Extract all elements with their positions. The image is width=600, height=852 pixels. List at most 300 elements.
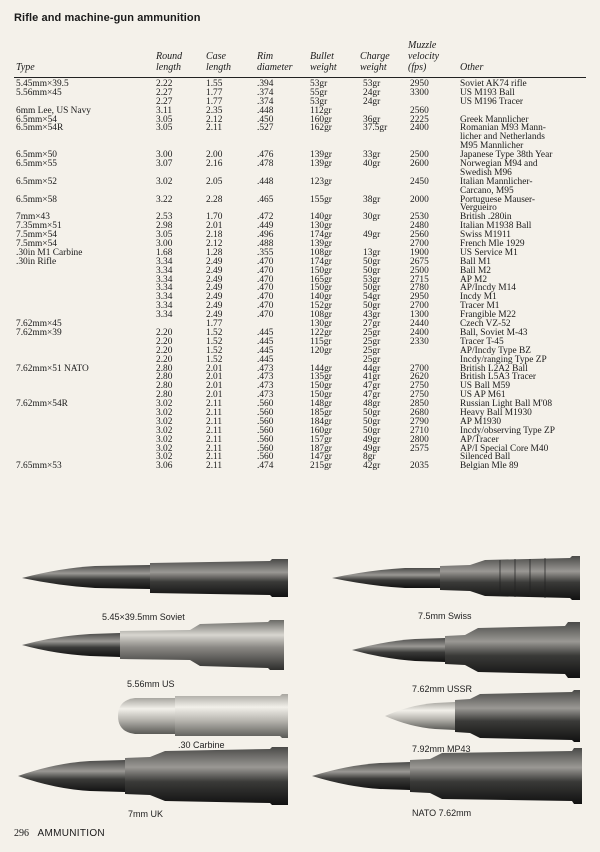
cell-case-length: 1.77: [206, 319, 223, 330]
cell-round-length: 3.34: [156, 256, 173, 267]
cell-rim-diameter: .470: [257, 283, 274, 294]
cell-round-length: 3.22: [156, 194, 173, 205]
cell-bullet-weight: 139gr: [310, 150, 332, 161]
cell-muzzle-velocity: 2035: [410, 461, 429, 472]
header-bullet-weight: Bullet weight: [310, 51, 337, 73]
cell-other: Norwegian M94 and: [460, 159, 538, 170]
cell-other: Russian Light Ball M'08: [460, 399, 553, 410]
cell-other: Portuguese Mauser-: [460, 194, 536, 205]
cell-other: Swedish M96: [460, 167, 512, 178]
cell-rim-diameter: .465: [257, 194, 274, 205]
table-row: [0, 284, 600, 293]
cartridge-792-mp43: [385, 690, 580, 742]
cell-rim-diameter: .374: [257, 87, 274, 98]
cell-muzzle-velocity: 2440: [410, 319, 429, 330]
cell-round-length: 3.05: [156, 123, 173, 134]
table-row: [0, 249, 600, 258]
table-row: [0, 329, 600, 338]
cell-case-length: 2.35: [206, 105, 223, 116]
page-footer: [14, 828, 105, 839]
cell-charge-weight: 8gr: [363, 452, 376, 463]
cell-type: 5.56mm×45: [16, 87, 62, 98]
cartridge-75-swiss: [332, 556, 580, 600]
caption-nato-762: NATO 7.62mm: [412, 808, 472, 818]
table-row: [0, 258, 600, 267]
cell-case-length: 2.49: [206, 256, 223, 267]
cell-round-length: 3.34: [156, 283, 173, 294]
cell-charge-weight: 44gr: [363, 363, 381, 374]
cell-other: licher and Netherlands: [460, 132, 545, 143]
cell-bullet-weight: 135gr: [310, 372, 332, 383]
table-row: [0, 427, 600, 436]
cell-rim-diameter: .560: [257, 416, 274, 427]
caption-556-us: 5.56mm US: [127, 679, 175, 689]
cell-other: Incdy M1: [460, 292, 497, 303]
cell-other: AP/I Special Core M40: [460, 443, 549, 454]
cartridge-762-ussr: [352, 622, 580, 678]
cell-type: 6mm Lee, US Navy: [16, 105, 91, 116]
cell-charge-weight: 24gr: [363, 96, 381, 107]
cell-round-length: 3.02: [156, 443, 173, 454]
cell-round-length: 2.20: [156, 327, 173, 338]
header-round-length: Round length: [156, 51, 183, 73]
cell-charge-weight: 50gr: [363, 256, 381, 267]
cell-rim-diameter: .560: [257, 434, 274, 445]
cell-bullet-weight: 144gr: [310, 363, 332, 374]
cell-bullet-weight: 157gr: [310, 434, 332, 445]
cell-round-length: 3.34: [156, 301, 173, 312]
cell-rim-diameter: .448: [257, 176, 274, 187]
cell-muzzle-velocity: 2225: [410, 114, 429, 125]
cell-other: Tracer M1: [460, 301, 500, 312]
cell-rim-diameter: .445: [257, 327, 274, 338]
cell-case-length: 1.52: [206, 345, 223, 356]
cell-charge-weight: 50gr: [363, 301, 381, 312]
caption-545-soviet: 5.45×39.5mm Soviet: [102, 612, 185, 622]
cell-round-length: 3.02: [156, 176, 173, 187]
caption-762-ussr: 7.62mm USSR: [412, 684, 473, 694]
cell-type: 6.5mm×50: [16, 150, 57, 161]
cell-case-length: 2.11: [206, 399, 223, 410]
cell-muzzle-velocity: 2700: [410, 239, 429, 250]
caption-75-swiss: 7.5mm Swiss: [418, 611, 472, 621]
cell-other: Italian M1938 Ball: [460, 221, 532, 232]
cell-other: AP/Incdy Type BZ: [460, 345, 532, 356]
cell-other: Incdy/ranging Type ZP: [460, 354, 547, 365]
header-other: Other: [460, 62, 484, 73]
cell-round-length: 3.02: [156, 416, 173, 427]
cell-bullet-weight: 160gr: [310, 114, 332, 125]
cell-charge-weight: 50gr: [363, 265, 381, 276]
cell-bullet-weight: 120gr: [310, 345, 332, 356]
cell-case-length: 1.55: [206, 79, 223, 89]
cell-rim-diameter: .394: [257, 79, 274, 89]
cell-charge-weight: 30gr: [363, 212, 381, 223]
cell-type: 7.65mm×53: [16, 461, 62, 472]
cell-case-length: 2.00: [206, 150, 223, 161]
cell-charge-weight: 50gr: [363, 407, 381, 418]
cell-case-length: 1.77: [206, 96, 223, 107]
cell-charge-weight: 53gr: [363, 274, 381, 285]
cell-case-length: 2.49: [206, 292, 223, 303]
cell-bullet-weight: 55gr: [310, 87, 328, 98]
cell-charge-weight: 25gr: [363, 336, 381, 347]
cell-other: US AP M61: [460, 390, 506, 401]
table-row: [0, 462, 600, 471]
table-row: [0, 382, 600, 391]
cell-muzzle-velocity: 2560: [410, 105, 429, 116]
cell-bullet-weight: 150gr: [310, 283, 332, 294]
cell-bullet-weight: 130gr: [310, 221, 332, 232]
cell-case-length: 2.16: [206, 159, 223, 170]
cell-charge-weight: 50gr: [363, 283, 381, 294]
cell-case-length: 2.28: [206, 194, 223, 205]
header-rim-diameter: Rim diameter: [257, 51, 293, 73]
cell-bullet-weight: 122gr: [310, 327, 332, 338]
cell-round-length: 3.06: [156, 461, 173, 472]
cell-case-length: 2.49: [206, 283, 223, 294]
cell-bullet-weight: 155gr: [310, 194, 332, 205]
cell-muzzle-velocity: 2400: [410, 123, 429, 134]
cell-rim-diameter: .527: [257, 123, 274, 134]
cell-charge-weight: 53gr: [363, 79, 381, 89]
cell-round-length: 3.02: [156, 452, 173, 463]
cell-case-length: 2.18: [206, 230, 223, 241]
cell-other: Ball M2: [460, 265, 491, 276]
cell-muzzle-velocity: 2750: [410, 390, 429, 401]
header-muzzle-velocity: Muzzle velocity (fps): [408, 40, 440, 73]
cell-type: 7.5mm×54: [16, 230, 57, 241]
cell-bullet-weight: 184gr: [310, 416, 332, 427]
cell-round-length: 3.02: [156, 407, 173, 418]
cell-bullet-weight: 150gr: [310, 381, 332, 392]
cell-round-length: 3.02: [156, 425, 173, 436]
cell-bullet-weight: 139gr: [310, 239, 332, 250]
table-row: [0, 293, 600, 302]
cell-rim-diameter: .488: [257, 239, 274, 250]
cell-rim-diameter: .560: [257, 443, 274, 454]
cell-other: Vergueiro: [460, 203, 497, 214]
cell-other: Soviet AK74 rifle: [460, 79, 527, 89]
cell-rim-diameter: .470: [257, 256, 274, 267]
cell-case-length: 2.01: [206, 221, 223, 232]
cell-case-length: 1.52: [206, 327, 223, 338]
cell-muzzle-velocity: 2480: [410, 221, 429, 232]
cell-case-length: 2.11: [206, 452, 223, 463]
cell-muzzle-velocity: 2620: [410, 372, 429, 383]
table-row: [0, 196, 600, 205]
cell-type: .30in M1 Carbine: [16, 247, 83, 258]
cell-round-length: 2.27: [156, 96, 173, 107]
cell-type: 6.5mm×55: [16, 159, 57, 170]
cell-bullet-weight: 165gr: [310, 274, 332, 285]
cell-case-length: 2.11: [206, 443, 223, 454]
cell-case-length: 2.49: [206, 274, 223, 285]
cell-other: Czech VZ-52: [460, 319, 511, 330]
cell-round-length: 2.22: [156, 79, 173, 89]
header-charge-weight: Charge weight: [360, 51, 390, 73]
cell-charge-weight: 47gr: [363, 390, 381, 401]
cell-case-length: 2.11: [206, 425, 223, 436]
cell-charge-weight: 36gr: [363, 114, 381, 125]
cell-muzzle-velocity: 2500: [410, 150, 429, 161]
cell-other: M95 Mannlicher: [460, 141, 524, 152]
cell-case-length: 2.01: [206, 390, 223, 401]
table-row: [0, 267, 600, 276]
cell-round-length: 2.27: [156, 87, 173, 98]
cell-rim-diameter: .473: [257, 372, 274, 383]
cell-other: French Mle 1929: [460, 239, 525, 250]
cell-case-length: 2.12: [206, 239, 223, 250]
cell-bullet-weight: 152gr: [310, 301, 332, 312]
cartridge-7mm-uk: [18, 747, 288, 805]
cell-charge-weight: 50gr: [363, 416, 381, 427]
cell-bullet-weight: 108gr: [310, 310, 332, 321]
cell-round-length: 2.80: [156, 381, 173, 392]
cell-rim-diameter: .560: [257, 425, 274, 436]
cell-muzzle-velocity: 2850: [410, 399, 429, 410]
cell-rim-diameter: .450: [257, 114, 274, 125]
cell-muzzle-velocity: 2500: [410, 265, 429, 276]
cell-case-length: 2.11: [206, 407, 223, 418]
cell-charge-weight: 25gr: [363, 354, 381, 365]
cell-rim-diameter: .560: [257, 399, 274, 410]
cartridge-photo: [0, 548, 600, 828]
cell-round-length: 3.11: [156, 105, 173, 116]
cell-charge-weight: 33gr: [363, 150, 381, 161]
cell-bullet-weight: 147gr: [310, 452, 332, 463]
cell-type: 7.62mm×54R: [16, 399, 68, 410]
cell-case-length: 2.01: [206, 363, 223, 374]
cell-round-length: 2.53: [156, 212, 173, 223]
cell-type: 7.62mm×51 NATO: [16, 363, 89, 374]
cell-muzzle-velocity: 1300: [410, 310, 429, 321]
cell-bullet-weight: 53gr: [310, 79, 328, 89]
cell-muzzle-velocity: 2400: [410, 327, 429, 338]
cell-rim-diameter: .478: [257, 159, 274, 170]
cell-rim-diameter: .374: [257, 96, 274, 107]
cell-other: Belgian Mle 89: [460, 461, 519, 472]
cell-bullet-weight: 174gr: [310, 230, 332, 241]
cell-rim-diameter: .560: [257, 407, 274, 418]
section-name: AMMUNITION: [37, 828, 105, 839]
cell-type: 6.5mm×58: [16, 194, 57, 205]
cell-bullet-weight: 139gr: [310, 159, 332, 170]
header-rule: [14, 77, 586, 78]
cell-other: Romanian M93 Mann-: [460, 123, 546, 134]
cell-round-length: 3.02: [156, 434, 173, 445]
cell-muzzle-velocity: 2950: [410, 79, 429, 89]
cell-type: 7.5mm×54: [16, 239, 57, 250]
cell-bullet-weight: 130gr: [310, 319, 332, 330]
cell-rim-diameter: .473: [257, 381, 274, 392]
cell-muzzle-velocity: 2675: [410, 256, 429, 267]
cell-case-length: 1.70: [206, 212, 223, 223]
cell-round-length: 2.80: [156, 363, 173, 374]
cell-type: 6.5mm×54: [16, 114, 57, 125]
cell-rim-diameter: .476: [257, 150, 274, 161]
cell-other: British .280in: [460, 212, 512, 223]
cell-muzzle-velocity: 2715: [410, 274, 429, 285]
cell-muzzle-velocity: 2700: [410, 301, 429, 312]
cell-bullet-weight: 148gr: [310, 399, 332, 410]
cartridge-556-us: [22, 620, 284, 670]
cell-other: Ball, Soviet M-43: [460, 327, 528, 338]
cell-other: Heavy Ball M1930: [460, 407, 532, 418]
cell-charge-weight: 54gr: [363, 292, 381, 303]
cell-rim-diameter: .496: [257, 230, 274, 241]
cell-case-length: 2.01: [206, 372, 223, 383]
cell-charge-weight: 50gr: [363, 425, 381, 436]
cell-round-length: 3.02: [156, 399, 173, 410]
cell-bullet-weight: 140gr: [310, 292, 332, 303]
cell-case-length: 2.49: [206, 265, 223, 276]
cell-round-length: 3.34: [156, 265, 173, 276]
cell-type: 7.62mm×45: [16, 319, 62, 330]
cell-charge-weight: 49gr: [363, 434, 381, 445]
cell-charge-weight: 27gr: [363, 319, 381, 330]
cell-type: .30in Rifle: [16, 256, 57, 267]
caption-7mm-uk: 7mm UK: [128, 809, 164, 819]
cartridge-nato-762: [312, 748, 582, 804]
cell-other: Ball M1: [460, 256, 491, 267]
cell-muzzle-velocity: 2750: [410, 381, 429, 392]
cell-muzzle-velocity: 1900: [410, 247, 429, 258]
cell-charge-weight: 42gr: [363, 461, 381, 472]
cell-charge-weight: 24gr: [363, 87, 381, 98]
cell-case-length: 1.28: [206, 247, 223, 258]
cell-case-length: 1.77: [206, 87, 223, 98]
cell-rim-diameter: .448: [257, 105, 274, 116]
table-header: [0, 40, 600, 76]
cell-bullet-weight: 215gr: [310, 461, 332, 472]
cell-case-length: 2.11: [206, 416, 223, 427]
cell-muzzle-velocity: 2450: [410, 176, 429, 187]
cell-muzzle-velocity: 2330: [410, 336, 429, 347]
cell-rim-diameter: .473: [257, 390, 274, 401]
cell-muzzle-velocity: 2780: [410, 283, 429, 294]
cell-round-length: 3.34: [156, 274, 173, 285]
ammunition-table-body: [0, 80, 600, 471]
cell-other: British L5A3 Tracer: [460, 372, 537, 383]
cell-muzzle-velocity: 2800: [410, 434, 429, 445]
cell-case-length: 2.49: [206, 301, 223, 312]
cell-round-length: 3.00: [156, 150, 173, 161]
cell-bullet-weight: 150gr: [310, 390, 332, 401]
cell-bullet-weight: 162gr: [310, 123, 332, 134]
cell-muzzle-velocity: 2600: [410, 159, 429, 170]
cell-rim-diameter: .474: [257, 461, 274, 472]
page-title: Rifle and machine-gun ammunition: [14, 12, 201, 24]
cell-other: AP/Incdy M14: [460, 283, 516, 294]
cell-case-length: 1.52: [206, 336, 223, 347]
cell-other: Greek Mannlicher: [460, 114, 529, 125]
cell-type: 6.5mm×54R: [16, 123, 64, 134]
cell-round-length: 3.34: [156, 310, 173, 321]
cell-other: Tracer T-45: [460, 336, 504, 347]
cell-rim-diameter: .470: [257, 292, 274, 303]
cell-type: 7mm×43: [16, 212, 50, 223]
cell-charge-weight: 38gr: [363, 194, 381, 205]
cell-charge-weight: 25gr: [363, 345, 381, 356]
cell-other: Japanese Type 38th Year: [460, 150, 553, 161]
cell-round-length: 2.80: [156, 372, 173, 383]
table-row: [0, 373, 600, 382]
cell-rim-diameter: .560: [257, 452, 274, 463]
cell-rim-diameter: .473: [257, 363, 274, 374]
cell-other: US M193 Ball: [460, 87, 515, 98]
cell-round-length: 2.20: [156, 336, 173, 347]
cell-other: Incdy/observing Type ZP: [460, 425, 555, 436]
cell-other: AP M1930: [460, 416, 502, 427]
cell-round-length: 2.98: [156, 221, 173, 232]
cell-rim-diameter: .470: [257, 310, 274, 321]
cell-charge-weight: 49gr: [363, 443, 381, 454]
cell-case-length: 2.11: [206, 123, 223, 134]
cell-other: US Ball M59: [460, 381, 511, 392]
cell-bullet-weight: 53gr: [310, 96, 328, 107]
cartridge-545-soviet: [22, 559, 288, 597]
cell-charge-weight: 13gr: [363, 247, 381, 258]
cell-type: 7.35mm×51: [16, 221, 62, 232]
cell-other: Italian Mannlicher-: [460, 176, 533, 187]
cell-round-length: 3.07: [156, 159, 173, 170]
cell-bullet-weight: 140gr: [310, 212, 332, 223]
cell-muzzle-velocity: 2575: [410, 443, 429, 454]
cell-muzzle-velocity: 3300: [410, 87, 429, 98]
cell-rim-diameter: .355: [257, 247, 274, 258]
table-row: [0, 445, 600, 454]
cartridge-30-carbine: [118, 694, 288, 738]
cell-type: 7.62mm×39: [16, 327, 62, 338]
cell-muzzle-velocity: 2950: [410, 292, 429, 303]
cell-rim-diameter: .445: [257, 336, 274, 347]
cell-round-length: 2.20: [156, 354, 173, 365]
cell-round-length: 3.34: [156, 292, 173, 303]
cell-bullet-weight: 108gr: [310, 247, 332, 258]
cell-muzzle-velocity: 2700: [410, 363, 429, 374]
cell-round-length: 1.68: [156, 247, 173, 258]
cell-rim-diameter: .470: [257, 265, 274, 276]
cell-charge-weight: 48gr: [363, 399, 381, 410]
cell-charge-weight: 49gr: [363, 230, 381, 241]
cell-charge-weight: 40gr: [363, 159, 381, 170]
caption-30-carbine: .30 Carbine: [178, 740, 225, 750]
cell-rim-diameter: .449: [257, 221, 274, 232]
cell-muzzle-velocity: 2790: [410, 416, 429, 427]
cell-bullet-weight: 123gr: [310, 176, 332, 187]
cell-other: AP/Tracer: [460, 434, 499, 445]
cell-bullet-weight: 185gr: [310, 407, 332, 418]
header-case-length: Case length: [206, 51, 231, 73]
cell-muzzle-velocity: 2560: [410, 230, 429, 241]
cell-rim-diameter: .445: [257, 354, 274, 365]
cell-muzzle-velocity: 2680: [410, 407, 429, 418]
cell-bullet-weight: 187gr: [310, 443, 332, 454]
cell-charge-weight: 47gr: [363, 381, 381, 392]
cell-other: Silenced Ball: [460, 452, 511, 463]
cell-other: US Service M1: [460, 247, 518, 258]
cell-type: 6.5mm×52: [16, 176, 57, 187]
cell-round-length: 3.05: [156, 114, 173, 125]
cell-muzzle-velocity: 2530: [410, 212, 429, 223]
cell-case-length: 2.49: [206, 310, 223, 321]
cell-case-length: 2.11: [206, 434, 223, 445]
cell-muzzle-velocity: 2000: [410, 194, 429, 205]
cell-case-length: 2.05: [206, 176, 223, 187]
cell-charge-weight: 41gr: [363, 372, 381, 383]
cell-muzzle-velocity: 2710: [410, 425, 429, 436]
